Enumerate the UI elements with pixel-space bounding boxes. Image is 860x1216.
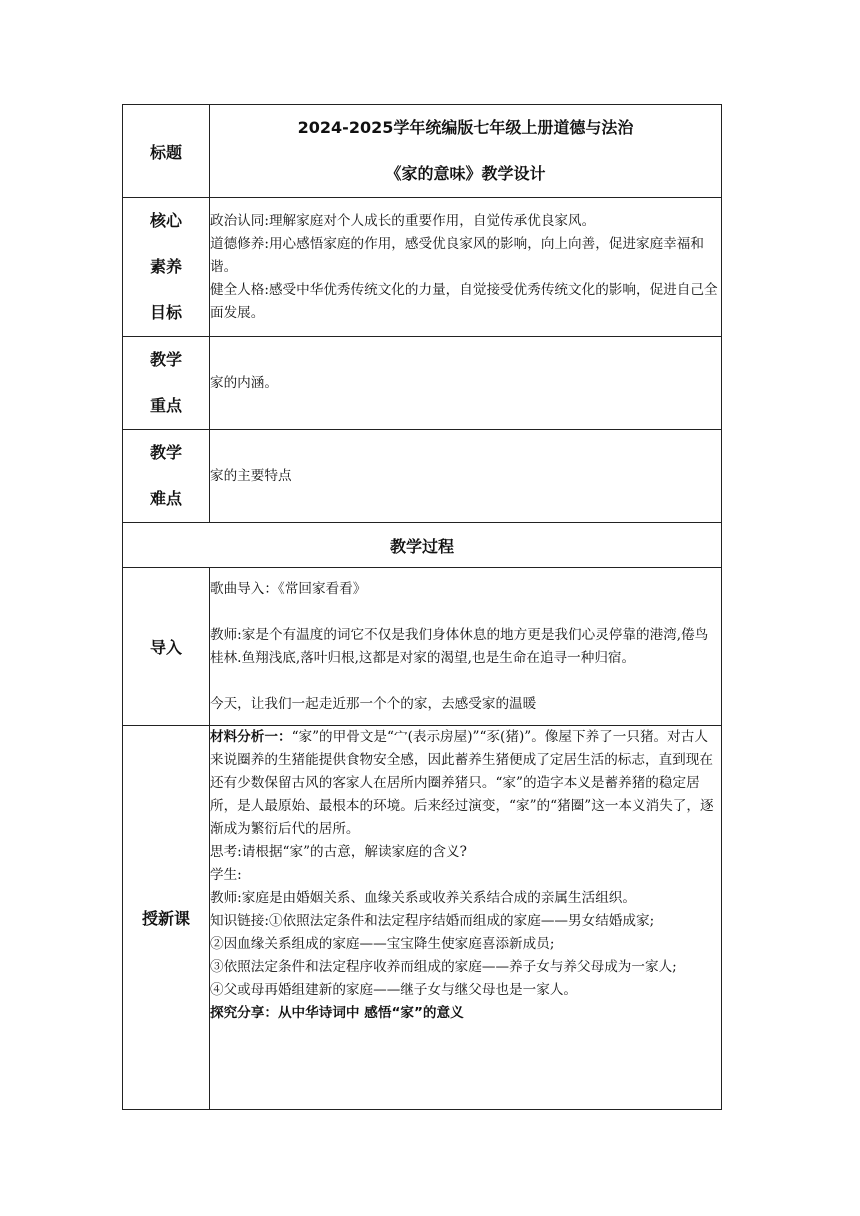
teaching-process-title: 教学过程 xyxy=(123,523,722,568)
material-analysis xyxy=(210,726,721,841)
core-item-moral: 道德修养:用心感悟家庭的作用，感受优良家风的影响，向上向善，促进家庭幸福和谐。 xyxy=(210,235,704,275)
core-item-personality: 健全人格:感受中华优秀传统文化的力量，自觉接受优秀传统文化的影响，促进自己全面发展。 xyxy=(210,281,718,321)
material-text: “家”的甲骨文是“宀(表示房屋)”“豕(猪)”。像屋下养了一只猪。对古人来说圈养的生猪能提供食物安全感，因此蓄养生猪便成了定居生活的标志，直到现在还有少数保留古风的客家人在居所内圈养猪只。“家”的造字本义是蓄养猪的稳定居所，是人最原始、最根本的环境。后来经过演变，“家”的“猪圈”这一本义消失了，逐渐成为繁衍后代的居所。 xyxy=(210,729,714,837)
new-lesson-content xyxy=(210,726,722,1110)
material-heading: 材料分析一： xyxy=(210,729,292,745)
lesson-plan-table xyxy=(122,104,722,1110)
key-point-text: 家的内涵。 xyxy=(210,337,722,430)
intro-today: 今天，让我们一起走近那一个个的家，去感受家的温暖 xyxy=(210,695,537,712)
explore-share: 探究分享：从中华诗词中 感悟“家”的意义 xyxy=(210,1005,464,1021)
core-label-line-1: 核心 xyxy=(149,211,182,230)
difficulty-text: 家的主要特点 xyxy=(210,430,722,523)
intro-teacher: 教师:家是个有温度的词它不仅是我们身体休息的地方更是我们心灵停靠的港湾,倦鸟桂林.鱼翔浅底,落叶归根,这都是对家的渴望,也是生命在追寻一种归宿。 xyxy=(210,626,709,666)
core-literacy-label xyxy=(123,198,210,337)
teacher-explanation: 教师:家庭是由婚姻关系、血缘关系或收养关系结合成的亲属生活组织。 xyxy=(210,890,636,906)
core-label-line-3: 目标 xyxy=(149,303,182,322)
core-literacy-row xyxy=(123,198,722,337)
title-line-2: 《家的意味》教学设计 xyxy=(385,164,546,183)
knowledge-link-2: ②因血缘关系组成的家庭——宝宝降生使家庭喜添新成员; xyxy=(210,936,555,952)
difficulty-row xyxy=(123,430,722,523)
think-question: 思考:请根据“家”的古意，解读家庭的含义? xyxy=(210,844,467,860)
key-point-label-line-1: 教学 xyxy=(149,350,182,369)
key-point-row xyxy=(123,337,722,430)
intro-row xyxy=(123,568,722,726)
intro-content xyxy=(210,568,722,726)
difficulty-label-line-2: 难点 xyxy=(149,489,182,508)
key-point-label xyxy=(123,337,210,430)
difficulty-label-line-1: 教学 xyxy=(149,443,182,462)
intro-spacer-2 xyxy=(210,670,721,693)
title-line-1: 2024-2025学年统编版七年级上册道德与法治 xyxy=(297,118,634,137)
intro-song: 歌曲导入：《常回家看看》 xyxy=(210,580,367,597)
new-lesson-row xyxy=(123,726,722,1110)
student-answer: 学生: xyxy=(210,867,242,883)
difficulty-label xyxy=(123,430,210,523)
title-row xyxy=(123,105,722,198)
core-label-line-2: 素养 xyxy=(149,257,182,276)
new-lesson-label: 授新课 xyxy=(123,726,210,1110)
intro-label: 导入 xyxy=(123,568,210,726)
knowledge-link-1: 知识链接:①依照法定条件和法定程序结婚而组成的家庭——男女结婚成家; xyxy=(210,913,655,929)
knowledge-link-3: ③依照法定条件和法定程序收养而组成的家庭——养子女与养父母成为一家人; xyxy=(210,959,677,975)
key-point-label-line-2: 重点 xyxy=(149,396,182,415)
process-header-row xyxy=(123,523,722,568)
core-literacy-content xyxy=(210,198,722,337)
title-label: 标题 xyxy=(123,105,210,198)
document-title xyxy=(210,105,722,198)
knowledge-link-4: ④父或母再婚组建新的家庭——继子女与继父母也是一家人。 xyxy=(210,982,578,998)
intro-spacer-1 xyxy=(210,601,721,624)
core-item-political: 政治认同:理解家庭对个人成长的重要作用，自觉传承优良家风。 xyxy=(210,212,596,229)
